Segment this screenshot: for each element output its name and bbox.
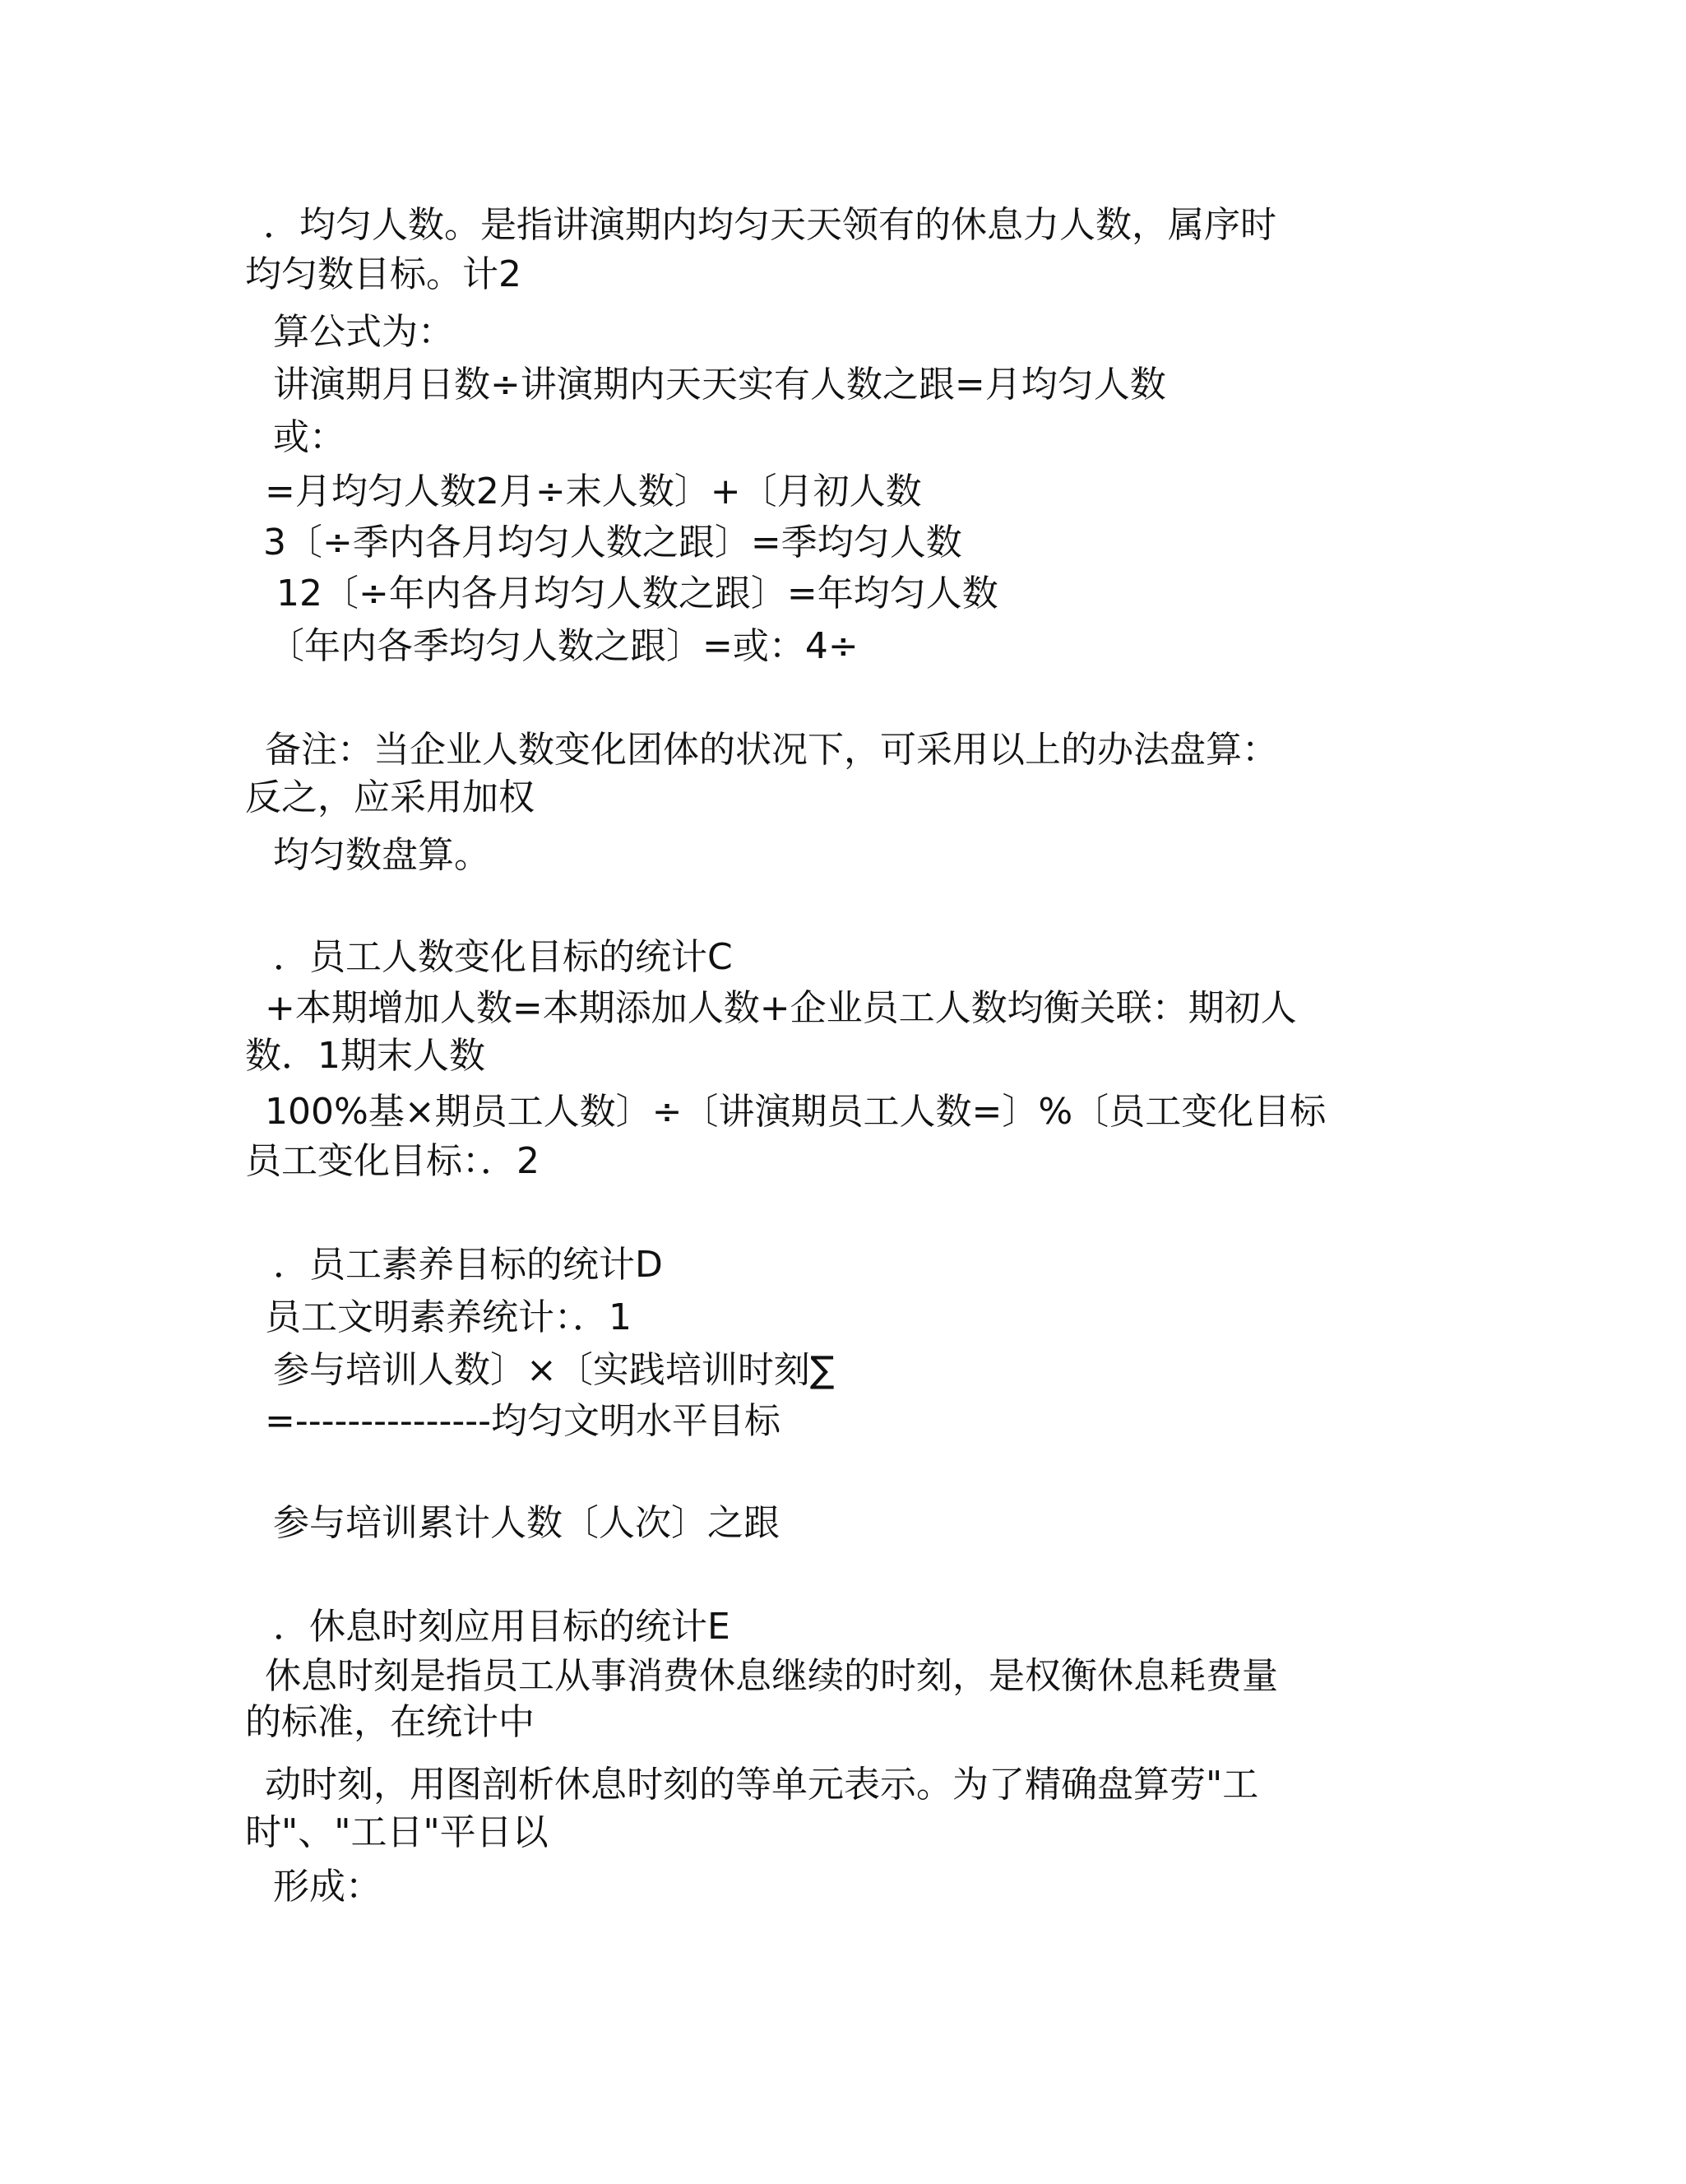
text-line: 数．1期末人数 <box>245 1035 485 1077</box>
text-line: 算公式为： <box>273 311 454 353</box>
text-line: 均匀数盘算。 <box>273 834 490 876</box>
text-line: 12〔÷年内各月均匀人数之跟〕=年均匀人数 <box>276 573 998 614</box>
text-line: 形成： <box>273 1866 382 1908</box>
text-line: +本期增加人数=本期添加人数+企业员工人数均衡关联：期初人 <box>265 987 1297 1029</box>
text-line: 参与培训人数〕×〔实践培训时刻∑ <box>273 1349 835 1391</box>
text-line: 员工变化目标：．2 <box>245 1140 540 1182</box>
text-line: 备注：当企业人数变化团体的状况下，可采用以上的办法盘算： <box>265 729 1278 771</box>
text-line: 的标准，在统计中 <box>245 1701 535 1743</box>
text-line: ．员工素养目标的统计D <box>273 1244 663 1286</box>
text-line: ．休息时刻应用目标的统计E <box>273 1606 730 1648</box>
text-line: =---------------均匀文明水平目标 <box>265 1400 781 1442</box>
text-line: 〔年内各季均匀人数之跟〕=或：4÷ <box>268 625 859 667</box>
text-line: 反之，应采用加权 <box>245 777 535 818</box>
text-line: 动时刻，用图剖析休息时刻的等单元表示。为了精确盘算劳"工 <box>265 1764 1259 1806</box>
text-line: ．均匀人数。是指讲演期内均匀天天领有的休息力人数，属序时 <box>263 204 1276 246</box>
text-line: 讲演期月日数÷讲演期内天天实有人数之跟=月均匀人数 <box>273 364 1166 406</box>
text-line: 或： <box>273 416 345 458</box>
text-line: =月均匀人数2月÷末人数〕+〔月初人数 <box>265 471 922 512</box>
text-line: 参与培训累计人数〔人次〕之跟 <box>273 1502 780 1544</box>
text-line: 100%基×期员工人数〕÷〔讲演期员工人数=〕%〔员工变化目标 <box>265 1091 1327 1133</box>
text-line: 3〔÷季内各月均匀人数之跟〕=季均匀人数 <box>263 522 962 563</box>
text-line: 员工文明素养统计：．1 <box>265 1296 632 1338</box>
text-line: 休息时刻是指员工从事消费休息继续的时刻，是权衡休息耗费量 <box>265 1655 1278 1697</box>
text-line: 时"、"工日"平日以 <box>245 1811 549 1853</box>
text-line: ．员工人数变化目标的统计C <box>273 936 733 978</box>
text-line: 均匀数目标。计2 <box>245 253 521 295</box>
